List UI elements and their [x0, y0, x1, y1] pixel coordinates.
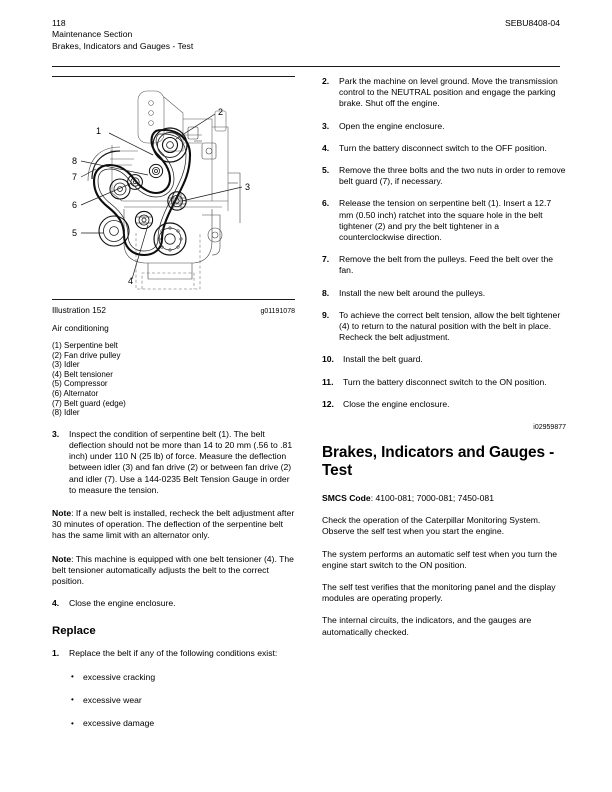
- callout-2: 2: [218, 107, 224, 117]
- step-number: 7.: [322, 254, 330, 265]
- step-number: 3.: [52, 428, 60, 439]
- step-number: 4.: [52, 598, 60, 609]
- note-1: [52, 508, 295, 542]
- step-text: Close the engine enclosure.: [69, 598, 176, 609]
- right-column: [322, 76, 566, 638]
- callout-4: 4: [128, 276, 134, 286]
- step-text: Inspect the condition of serpentine belt (1). The belt deflection should not be more than 14 to 20 mm (.56 to .81 inch) under 110 N (25 lb) of force. Measure the deflection between idler (3) and fan drive (2) or between fan drive (2) and idler (7). Use a 144-0235 Belt Tension Gauge in order to measure the tension.: [69, 428, 293, 495]
- smcs-value: : 4100-081; 7000-081; 7450-081: [370, 493, 494, 504]
- step-text: Park the machine on level ground. Move the transmission control to the NEUTRAL position and engage the parking brake. Shut off the engine.: [339, 76, 558, 109]
- step-number: 5.: [322, 165, 330, 176]
- engine-belt-illustration: [52, 83, 295, 297]
- legend-item: (7) Belt guard (edge): [52, 398, 126, 408]
- left-column: [52, 76, 295, 729]
- note-text: : This machine is equipped with one belt tensioner (4). The belt tensioner automatically adjusts the belt to the correct position.: [52, 553, 294, 586]
- legend-item: (3) Idler: [52, 360, 80, 370]
- step-number: 11.: [322, 376, 334, 387]
- body-paragraph: The system performs an automatic self test when you turn the engine start switch to the ON position.: [322, 548, 558, 570]
- callout-8: 8: [72, 156, 78, 166]
- figure-caption: [52, 305, 295, 315]
- callout-5: 5: [72, 228, 78, 238]
- legend-item: (6) Alternator: [52, 388, 99, 398]
- engine-diagram-svg: [52, 83, 295, 297]
- legend-item: (5) Compressor: [52, 379, 108, 389]
- legend-item: (1) Serpentine belt: [52, 341, 118, 350]
- callout-6: 6: [72, 200, 78, 210]
- procedure-step-3: [322, 121, 566, 132]
- procedure-step-9: [322, 310, 566, 344]
- body-paragraph: Check the operation of the Caterpillar Monitoring System. Observe the self test when you start the engine.: [322, 515, 541, 537]
- step-text: Turn the battery disconnect switch to the OFF position.: [339, 142, 547, 153]
- step-number: 8.: [322, 287, 330, 298]
- procedure-step-5: [322, 165, 566, 187]
- header-divider: [52, 66, 560, 67]
- procedure-step-8: [322, 288, 566, 299]
- page-header: [52, 18, 560, 52]
- step-text: Close the engine enclosure.: [343, 398, 450, 409]
- callout-3: 3: [245, 182, 251, 192]
- smcs-code: [322, 493, 566, 504]
- figure-top-divider: [52, 76, 295, 77]
- replace-condition-bullet: • excessive damage: [52, 718, 295, 729]
- step-text: To achieve the correct belt tension, allow the belt tightener (4) to return to the natural position with the belt in place. Recheck the belt adjustment.: [339, 309, 561, 343]
- header-section: Maintenance Section: [52, 29, 133, 40]
- step-text: Remove the belt from the pulleys. Feed the belt over the fan.: [339, 254, 554, 276]
- body-paragraph: The internal circuits, the indicators, and the gauges are automatically checked.: [322, 615, 532, 637]
- procedure-step-2: [322, 76, 566, 110]
- step-number: 4.: [322, 142, 330, 153]
- procedure-step-4: [52, 598, 295, 609]
- step-number: 10.: [322, 354, 334, 365]
- step-text: Open the engine enclosure.: [339, 120, 445, 131]
- header-subsection: Brakes, Indicators and Gauges - Test: [52, 40, 194, 51]
- callout-1: 1: [96, 126, 102, 136]
- callout-7: 7: [72, 172, 78, 182]
- legend-item: (4) Belt tensioner: [52, 369, 113, 379]
- step-text: Turn the battery disconnect switch to the ON position.: [343, 376, 547, 387]
- legend-item: (8) Idler: [52, 408, 80, 418]
- procedure-step-10: [322, 354, 566, 365]
- step-number: 9.: [322, 309, 330, 320]
- note-2: [52, 554, 295, 588]
- section-heading-wrap: [322, 444, 566, 480]
- note-label: Note: [52, 507, 72, 518]
- step-text: Replace the belt if any of the following conditions exist:: [69, 648, 278, 659]
- replace-heading: Replace: [52, 625, 96, 638]
- figure-subtitle: Air conditioning: [52, 323, 109, 333]
- step-number: 1.: [52, 648, 60, 659]
- note-text: : If a new belt is installed, recheck the belt adjustment after 30 minutes of operation. The deflection of the serpentine belt has the same limit with an alternator only.: [52, 507, 295, 541]
- procedure-step-7: [322, 254, 566, 276]
- procedure-step-11: [322, 377, 566, 388]
- procedure-step-3: [52, 429, 295, 496]
- figure-legend: [52, 341, 295, 418]
- procedure-step-12: [322, 399, 566, 410]
- note-label: Note: [52, 553, 72, 564]
- step-number: 6.: [322, 198, 330, 209]
- replace-condition-bullet: • excessive cracking: [52, 672, 295, 683]
- procedure-step-6: [322, 198, 566, 243]
- body-paragraph: The self test verifies that the monitoring panel and the display modules are operating properly.: [322, 582, 556, 604]
- step-text: Release the tension on serpentine belt (1). Insert a 12.7 mm (0.50 inch) ratchet into the square hole in the belt tightener (2) and pry the belt tightener in a counterclockwise direction.: [339, 198, 552, 243]
- replace-condition-bullet: • excessive wear: [52, 695, 295, 706]
- smcs-label: SMCS Code: [322, 493, 371, 504]
- figure-bottom-divider: [52, 299, 295, 300]
- figure-caption-title: Illustration 152: [52, 305, 106, 315]
- page-number: 118: [52, 18, 66, 28]
- step-number: 12.: [322, 398, 334, 409]
- step-number: 3.: [322, 120, 330, 131]
- figure-reference-code: g01191078: [260, 308, 295, 315]
- section-reference-code: i02959877: [533, 424, 566, 432]
- step-text: Remove the three bolts and the two nuts in order to remove belt guard (7), if necessary.: [339, 165, 566, 187]
- procedure-step-4: [322, 143, 566, 154]
- legend-item: (2) Fan drive pulley: [52, 350, 121, 360]
- document-number: SEBU8408-04: [505, 18, 560, 28]
- step-number: 2.: [322, 76, 330, 86]
- replace-step-1: [52, 648, 295, 659]
- step-text: Install the belt guard.: [343, 354, 423, 365]
- step-text: Install the new belt around the pulleys.: [339, 287, 486, 298]
- section-title: Brakes, Indicators and Gauges - Test: [322, 444, 555, 480]
